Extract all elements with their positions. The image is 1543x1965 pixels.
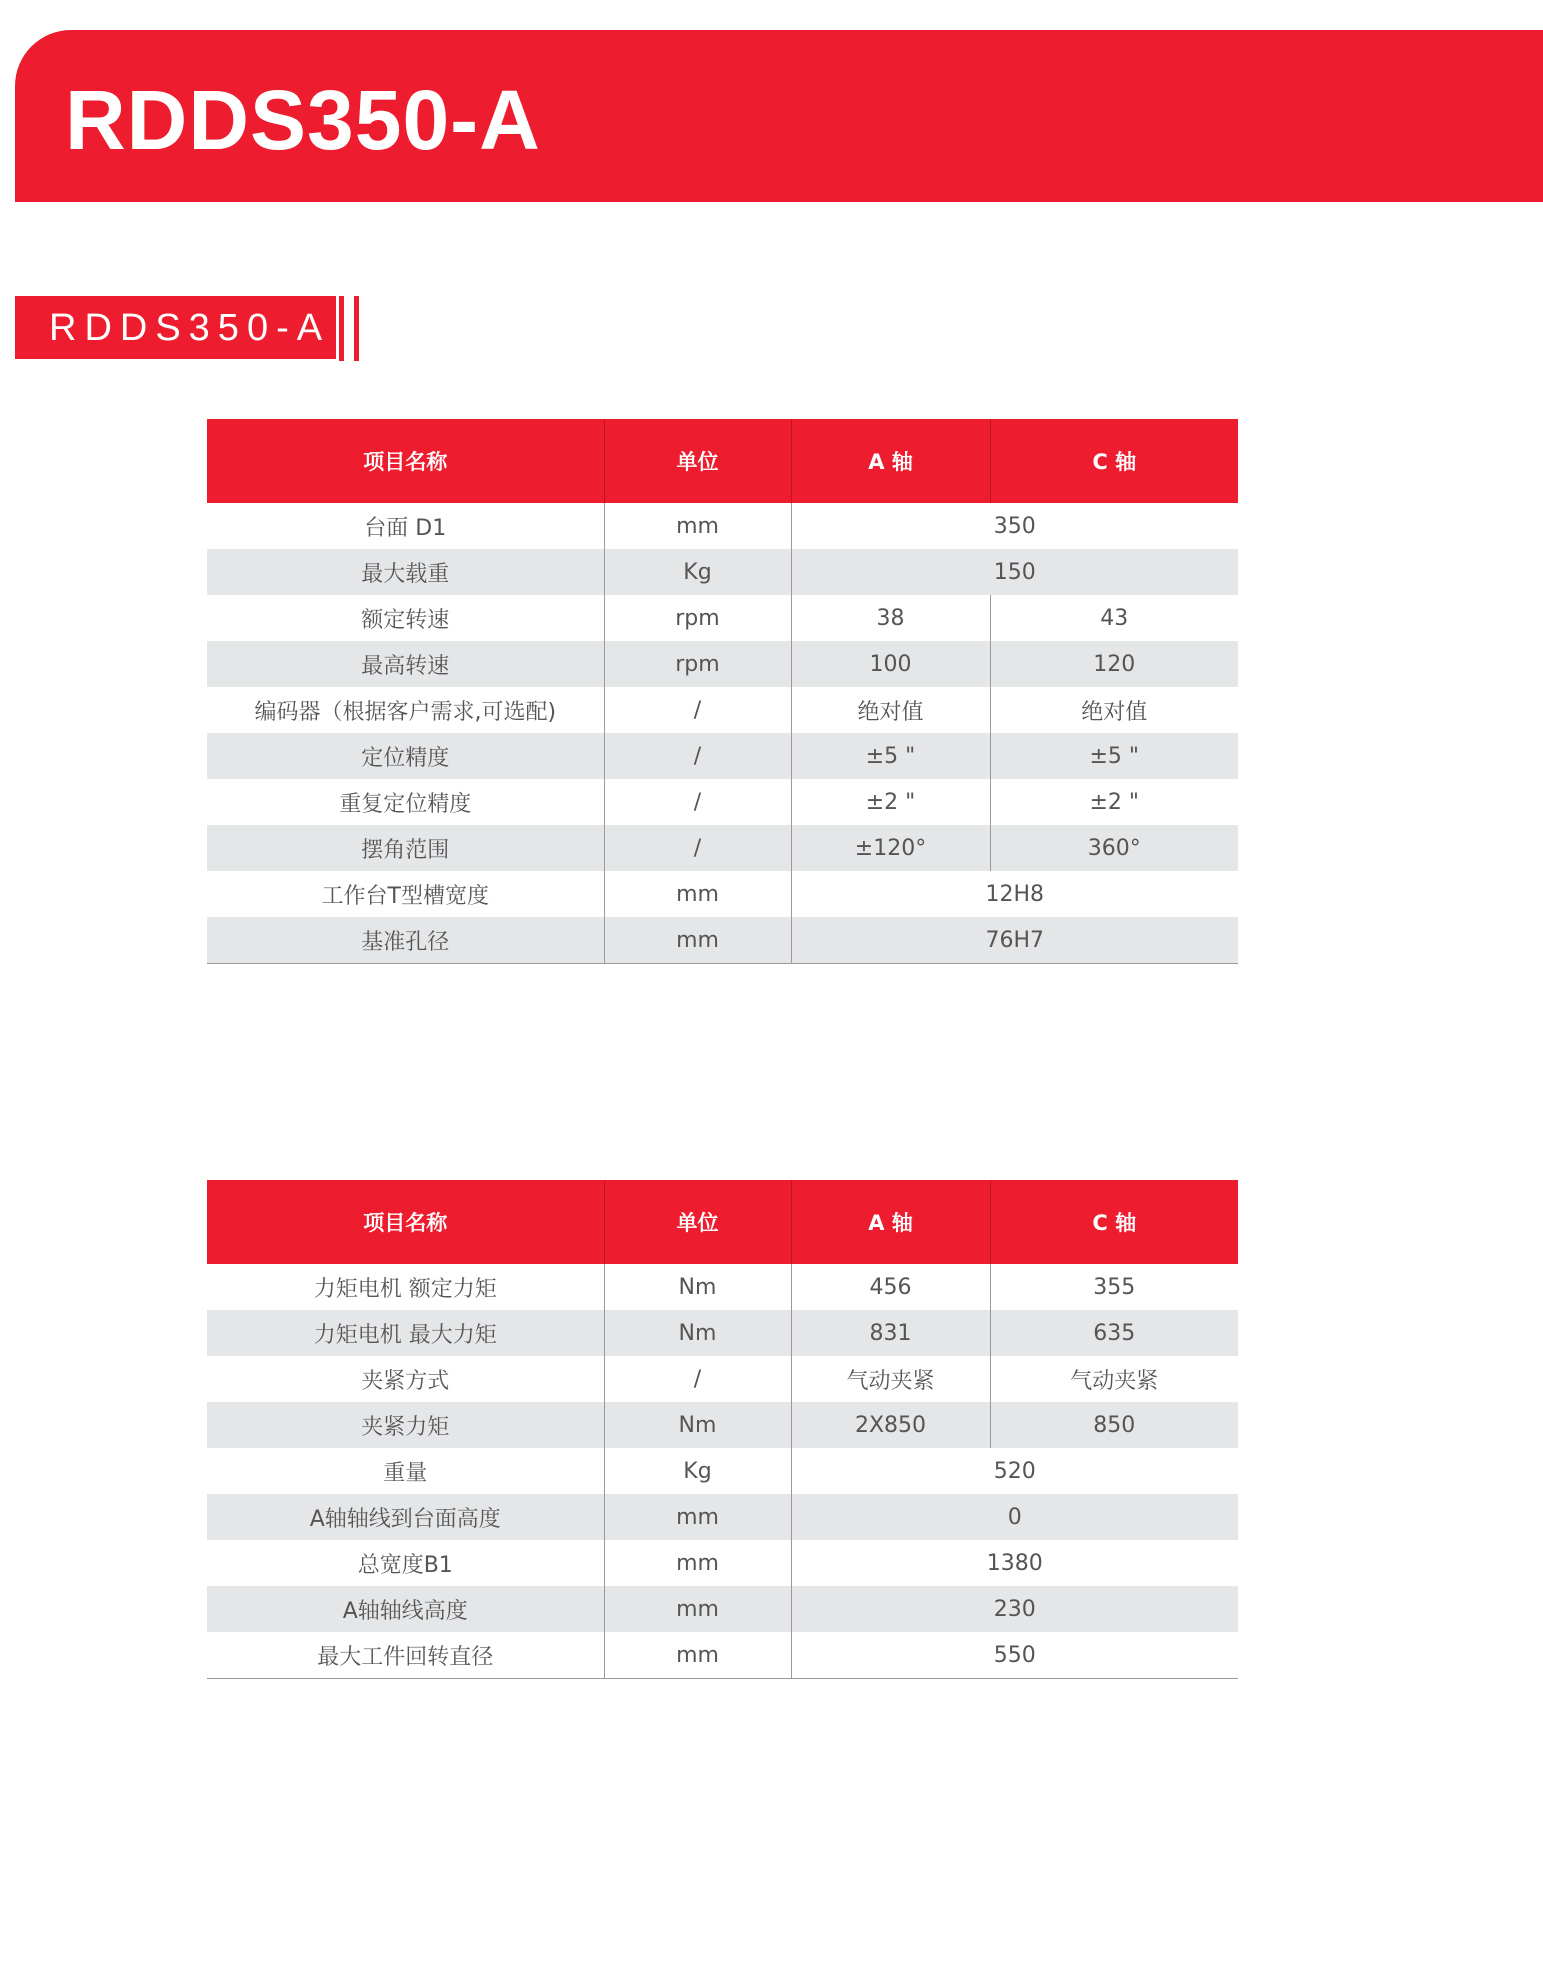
cell-value: 550: [791, 1632, 1238, 1679]
cell-item-name: 夹紧方式: [361, 1368, 450, 1394]
cell-unit: /: [604, 733, 791, 779]
table-row: [207, 1402, 1238, 1448]
cell-unit: /: [604, 1356, 791, 1402]
cell-a-axis: 2X850: [791, 1402, 990, 1448]
cell-item-name: 最高转速: [207, 641, 604, 687]
cell-unit: mm: [604, 1494, 791, 1540]
cell-item-name: A轴轴线高度: [207, 1586, 604, 1632]
table-row: [207, 641, 1238, 687]
cell-item-name: 编码器（根据客户需求,可选配): [254, 699, 557, 725]
section-tag: [15, 296, 336, 359]
cell-unit: Kg: [604, 549, 791, 595]
cell-value: 12H8: [791, 871, 1238, 917]
cell-item-name: 夹紧力矩: [207, 1402, 604, 1448]
cell-item-name: 力矩电机 额定力矩: [313, 1276, 497, 1302]
cell-unit: /: [604, 687, 791, 733]
cell-c-axis: 43: [990, 595, 1238, 641]
cell-unit: /: [604, 825, 791, 871]
header-unit: 单位: [604, 419, 791, 503]
table-row: [207, 1310, 1238, 1356]
header-a-axis: A 轴: [791, 419, 990, 503]
table-row: [207, 687, 1238, 733]
cell-c-axis: 绝对值: [990, 687, 1238, 733]
cell-item-name: 重量: [383, 1460, 428, 1486]
table-row: [207, 549, 1238, 595]
cell-unit: rpm: [604, 595, 791, 641]
cell-item-name: 重复定位精度: [339, 791, 472, 817]
cell-item-name: 定位精度: [207, 733, 604, 779]
cell-a-axis: ±2 ": [791, 779, 990, 825]
table-row: [207, 595, 1238, 641]
cell-unit: Nm: [604, 1264, 791, 1310]
table-row: [207, 733, 1238, 779]
header-a-axis: A 轴: [791, 1180, 990, 1264]
table-row: [207, 917, 1238, 964]
cell-value: 0: [791, 1494, 1238, 1540]
section-tag-label: RDDS350-A: [49, 307, 331, 349]
table-row: [207, 1448, 1238, 1494]
page-title: RDDS350-A: [65, 73, 541, 167]
cell-c-axis: ±5 ": [990, 733, 1238, 779]
cell-a-axis: ±5 ": [791, 733, 990, 779]
cell-unit: mm: [604, 503, 791, 549]
cell-a-axis: 456: [791, 1264, 990, 1310]
cell-value: 76H7: [791, 917, 1238, 964]
header-unit: 单位: [604, 1180, 791, 1264]
cell-item-name: 摆角范围: [207, 825, 604, 871]
cell-c-axis: 635: [990, 1310, 1238, 1356]
cell-item-name: A轴轴线到台面高度: [207, 1494, 604, 1540]
table-row: [207, 825, 1238, 871]
cell-c-axis: 360°: [990, 825, 1238, 871]
cell-c-axis: 850: [990, 1402, 1238, 1448]
cell-item-name: 最大工件回转直径: [207, 1632, 604, 1679]
cell-unit: rpm: [604, 641, 791, 687]
header-banner: [15, 30, 1543, 202]
cell-unit: /: [604, 779, 791, 825]
cell-a-axis: 绝对值: [791, 687, 990, 733]
cell-a-axis: 38: [791, 595, 990, 641]
cell-item-name: 额定转速: [361, 607, 450, 633]
cell-unit: mm: [604, 871, 791, 917]
table-row: [207, 1264, 1238, 1310]
cell-a-axis: ±120°: [791, 825, 990, 871]
cell-item-name: 力矩电机 最大力矩: [207, 1310, 604, 1356]
cell-value: 1380: [791, 1540, 1238, 1586]
table-row: [207, 871, 1238, 917]
cell-unit: mm: [604, 1586, 791, 1632]
table-row: [207, 503, 1238, 549]
cell-item-name: 总宽度B1: [357, 1552, 453, 1578]
cell-unit: Kg: [604, 1448, 791, 1494]
table-header-row: [207, 1180, 1238, 1264]
tag-stripe: [354, 296, 359, 361]
cell-item-name: 最大载重: [207, 549, 604, 595]
table-row: [207, 1632, 1238, 1679]
table-row: [207, 779, 1238, 825]
cell-a-axis: 100: [791, 641, 990, 687]
header-item-name: 项目名称: [207, 1180, 604, 1264]
cell-unit: Nm: [604, 1310, 791, 1356]
cell-value: 520: [791, 1448, 1238, 1494]
cell-c-axis: 355: [990, 1264, 1238, 1310]
cell-item-name: 工作台T型槽宽度: [321, 883, 489, 909]
tag-stripe: [339, 296, 344, 361]
header-item-name: 项目名称: [207, 419, 604, 503]
cell-c-axis: 气动夹紧: [990, 1356, 1238, 1402]
table-row: [207, 1356, 1238, 1402]
table-row: [207, 1494, 1238, 1540]
cell-unit: Nm: [604, 1402, 791, 1448]
cell-value: 150: [791, 549, 1238, 595]
cell-a-axis: 831: [791, 1310, 990, 1356]
table-header-row: [207, 419, 1238, 503]
cell-c-axis: ±2 ": [990, 779, 1238, 825]
header-c-axis: C 轴: [990, 419, 1238, 503]
cell-value: 350: [791, 503, 1238, 549]
cell-unit: mm: [604, 1632, 791, 1679]
cell-unit: mm: [604, 1540, 791, 1586]
cell-item-name: 台面 D1: [364, 515, 447, 541]
cell-item-name: 基准孔径: [207, 917, 604, 964]
cell-c-axis: 120: [990, 641, 1238, 687]
cell-a-axis: 气动夹紧: [791, 1356, 990, 1402]
spec-table-2: [207, 1180, 1238, 1679]
header-c-axis: C 轴: [990, 1180, 1238, 1264]
spec-table-1: [207, 419, 1238, 964]
cell-unit: mm: [604, 917, 791, 964]
cell-value: 230: [791, 1586, 1238, 1632]
table-row: [207, 1540, 1238, 1586]
table-row: [207, 1586, 1238, 1632]
